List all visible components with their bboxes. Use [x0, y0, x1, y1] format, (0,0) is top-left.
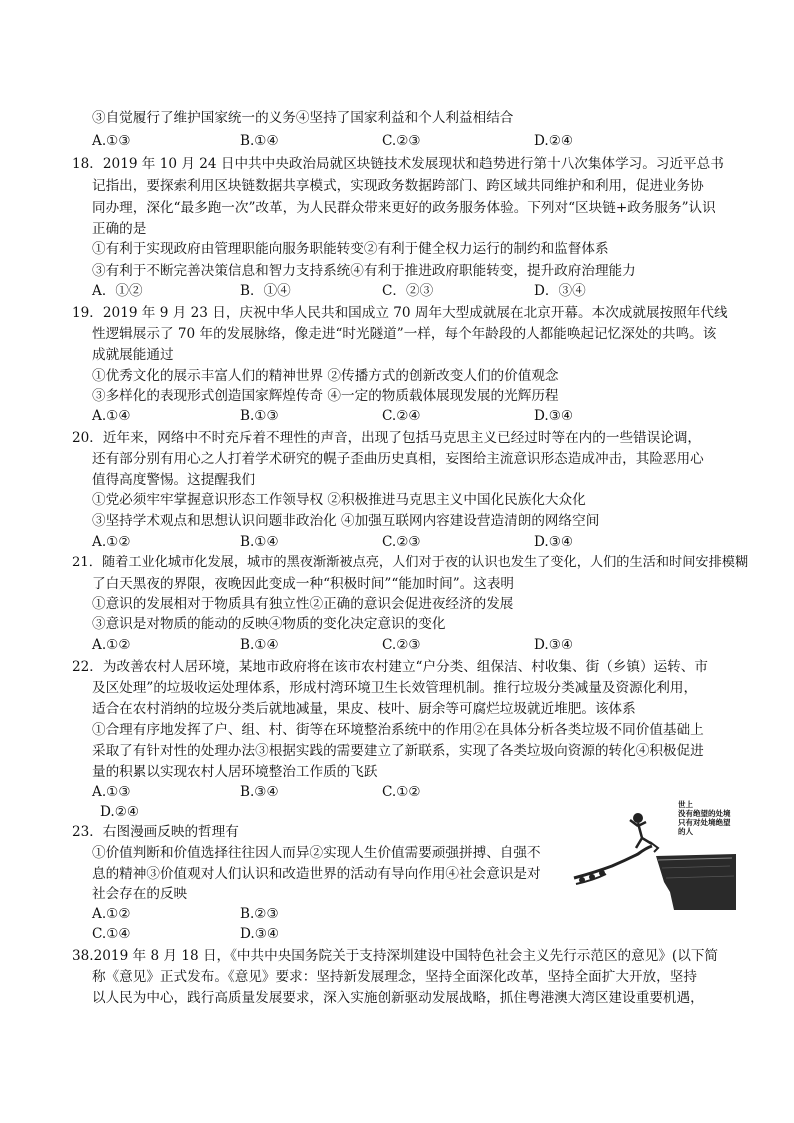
q18-stem: 记指出，要探索利用区块链数据共享模式，实现政务数据跨部门、跨区域共同维护和利用，促进业务协 [92, 178, 704, 194]
q23-stem: 23．右图漫画反映的哲理有 [72, 824, 239, 840]
q21-statement: ③意识是对物质的能动的反映④物质的变化决定意识的变化 [92, 616, 446, 632]
q23-option-b: B.②③ [240, 906, 279, 922]
q17-option-a: A.①③ [92, 133, 131, 149]
q22-stem: 及区处理”的垃圾收运处理体系，形成村湾环境卫生长效管理机制。推行垃圾分类减量及资源化利用， [92, 680, 698, 696]
q18-option-b: B．①④ [240, 283, 291, 299]
q21-statement: ①意识的发展相对于物质具有独立性②正确的意识会促进夜经济的发展 [92, 596, 514, 612]
q20-stem: 20．近年来，网络中不时充斥着不理性的声音，出现了包括马克思主义已经过时等在内的一些错误论调， [72, 430, 702, 446]
q20-option-d: D.③④ [534, 534, 574, 550]
q23-statement: 社会存在的反映 [92, 886, 188, 902]
q22-stem: 22．为改善农村人居环境，某地市政府将在该市农村建立“户分类、组保洁、村收集、街（乡镇）运转、市 [72, 659, 708, 675]
q18-stem: 18．2019 年 10 月 24 日中共中央政治局就区块链技术发展现状和趋势进行第十八次集体学习。习近平总书 [72, 156, 724, 172]
q19-statement: ③多样化的表现形式创造国家辉煌传奇 ④一定的物质载体展现发展的光辉历程 [92, 388, 559, 404]
q38-stem: 称《意见》正式发布。《意见》要求：坚持新发展理念，坚持全面深化改革，坚持全面扩大开放，坚持 [92, 969, 697, 985]
q21-option-a: A.①② [92, 637, 131, 653]
figure-head [633, 813, 643, 823]
q17-option-d: D.②④ [534, 133, 574, 149]
q22-option-c: C.①② [382, 784, 421, 800]
q22-option-a: A.①③ [92, 784, 131, 800]
q21-stem: 21．随着工业化城市化发展，城市的黑夜渐渐被点亮，人们对于夜的认识也发生了变化，人们的生活和时间安排模糊 [72, 555, 749, 570]
q18-stem: 正确的是 [92, 221, 147, 237]
q22-statement: 采取了有针对性的处理办法③根据实践的需要建立了新联系，实现了各类垃圾向资源的转化④积极促进 [92, 743, 704, 759]
q38-stem: 以人民为中心，践行高质量发展要求，深入实施创新驱动发展战略，抓住粤港澳大湾区建设重要机遇， [92, 990, 704, 1006]
q23-option-d: D.③④ [240, 926, 280, 942]
q22-stem: 适合在农村消纳的垃圾分类后就地减量，果皮、枝叶、厨余等可腐烂垃圾就近堆肥。该体系 [92, 701, 636, 717]
q17-option-c: C.②③ [382, 133, 421, 149]
q19-stem: 性逻辑展示了 70 年的发展脉络，像走进“时光隧道”一样，每个年龄段的人都能唤起记忆深处的共鸣。该 [92, 326, 717, 342]
q18-option-c: C．②③ [382, 283, 434, 299]
q20-option-c: C.②③ [382, 534, 421, 550]
q17-statement: ③自觉履行了维护国家统一的义务④坚持了国家利益和个人利益相结合 [92, 110, 514, 126]
cartoon-caption: 世上 没有绝望的处境 只有对处境绝望的人 [678, 800, 731, 836]
q19-option-a: A.①④ [92, 408, 131, 424]
cartoon-illustration [566, 796, 736, 910]
q23-statement: ①价值判断和价值选择往往因人而异②实现人生价值需要顽强拼搏、自强不 [92, 845, 541, 861]
q20-statement: ③坚持学术观点和思想认识问题非政治化 ④加强互联网内容建设营造清朗的网络空间 [92, 513, 600, 529]
q18-option-d: D．③④ [534, 283, 586, 299]
q18-stem: 同办理，深化“最多跑一次”改革，为人民群众带来更好的政务服务体验。下列对“区块链+政务服务”认识 [92, 200, 716, 216]
q19-stem: 成就展能通过 [92, 347, 174, 363]
q22-statement: 量的积累以实现农村人居环境整治工作质的飞跃 [92, 764, 378, 780]
q21-option-c: C.②③ [382, 637, 421, 653]
q19-option-c: C.②④ [382, 408, 421, 424]
q19-stem: 19．2019 年 9 月 23 日，庆祝中华人民共和国成立 70 周年大型成就展在北京开幕。本次成就展按照年代线 [72, 305, 728, 321]
q17-option-b: B.①④ [240, 133, 279, 149]
q23-statement: 息的精神③价值观对人们认识和改造世界的活动有导向作用④社会意识是对 [92, 866, 541, 882]
q19-statement: ①优秀文化的展示丰富人们的精神世界 ②传播方式的创新改变人们的价值观念 [92, 368, 559, 384]
q19-option-b: B.①③ [240, 408, 279, 424]
q20-option-b: B.①④ [240, 534, 279, 550]
q22-option-b: B.③④ [240, 784, 279, 800]
q23-option-a: A.①② [92, 906, 131, 922]
q22-statement: ①合理有序地发挥了户、组、村、街等在环境整治系统中的作用②在具体分析各类垃圾不同价值基础上 [92, 722, 704, 738]
q18-statement: ①有利于实现政府由管理职能向服务职能转变②有利于健全权力运行的制约和监督体系 [92, 241, 609, 257]
q21-option-d: D.③④ [534, 637, 574, 653]
q20-statement: ①党必须牢牢掌握意识形态工作领导权 ②积极推进马克思主义中国化民族化大众化 [92, 492, 586, 508]
q21-option-b: B.①④ [240, 637, 279, 653]
q22-option-d: D.②④ [100, 804, 140, 820]
q18-statement: ③有利于不断完善决策信息和智力支持系统④有利于推进政府职能转变，提升政府治理能力 [92, 263, 636, 279]
q20-stem: 还有部分别有用心之人打着学术研究的幌子歪曲历史真相，妄图给主流意识形态造成冲击，其险恶用心 [92, 451, 704, 467]
q21-stem: 了白天黑夜的界限，夜晚因此变成一种“积极时间”“能加时间”。这表明 [92, 576, 515, 592]
q18-option-a: A．①② [92, 283, 143, 299]
q20-option-a: A.①② [92, 534, 131, 550]
q19-option-d: D.③④ [534, 408, 574, 424]
q38-stem: 38.2019 年 8 月 18 日，《中共中央国务院关于支持深圳建设中国特色社会主义先行示范区的意见》(以下简 [72, 948, 719, 964]
q20-stem: 值得高度警惕。这提醒我们 [92, 472, 256, 488]
q23-option-c: C.①④ [92, 926, 131, 942]
cliff-shape [656, 854, 736, 910]
